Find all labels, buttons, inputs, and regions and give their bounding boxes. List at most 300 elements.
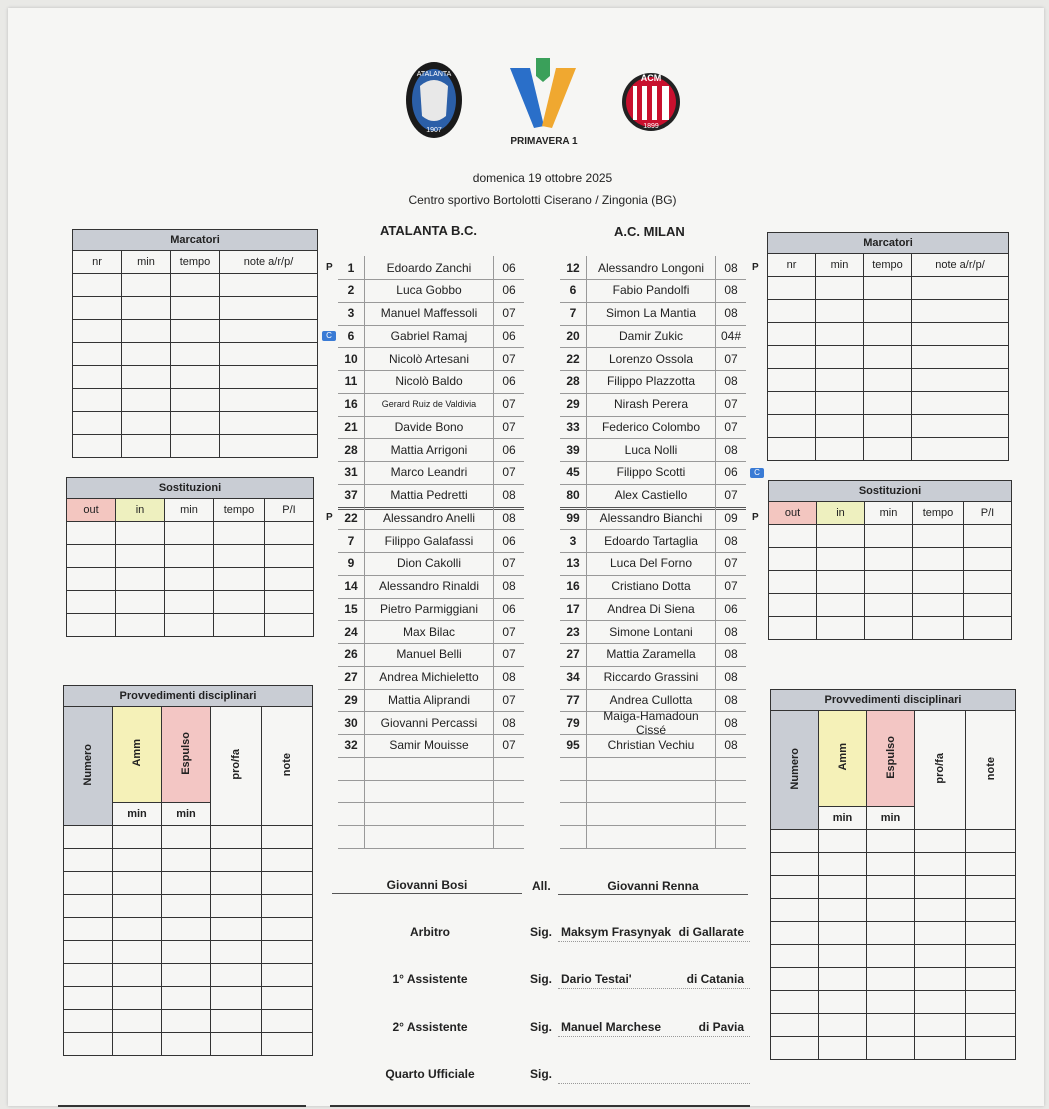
col-out: out [67,499,116,522]
player-number: 29 [566,397,580,411]
player-name: Luca Nolli [586,443,716,457]
row-divider [560,802,746,803]
player-birth-year: 07 [502,647,516,662]
home-coach-line [332,893,522,894]
player-birth-year: 08 [724,374,738,389]
player-name: Federico Colombo [586,420,716,434]
player-row [338,347,524,370]
player-number: 79 [566,715,580,730]
table-row [768,323,1009,346]
table-row [769,617,1012,640]
player-name: Alessandro Rinaldi [364,579,494,593]
player-number: 16 [344,397,358,411]
player-birth-year: 07 [502,556,516,571]
player-number: 20 [566,328,580,343]
col-nr: nr [73,251,122,274]
player-row [560,302,746,325]
official-sig-label: Sig. [530,972,553,986]
player-number: 39 [566,442,580,457]
player-number: 80 [566,488,580,502]
player-number: 37 [344,488,358,502]
player-row [338,688,524,711]
table-row [771,991,1016,1014]
table-row [769,525,1012,548]
col-amm: Amm [836,743,849,771]
player-birth-year: 07 [724,397,738,411]
player-name: Samir Mouisse [364,738,494,752]
table-row [73,297,318,320]
table-row [64,895,313,918]
player-birth-year: 07 [502,465,516,480]
player-number: 77 [566,692,580,707]
match-date: domenica 19 ottobre 2025 [472,171,613,185]
table-row [64,1033,313,1056]
player-name: Lorenzo Ossola [586,352,716,366]
row-divider [560,757,746,758]
player-birth-year: 07 [502,351,516,366]
player-birth-year: 07 [502,624,516,639]
row-divider [338,780,524,781]
player-row [338,415,524,438]
col-pi: P/I [964,502,1012,525]
player-number: 27 [566,647,580,662]
table-row [771,830,1016,853]
player-name: Mattia Zaramella [586,647,716,661]
player-birth-year: 07 [502,419,516,434]
player-name: Maiga-Hamadoun Cissé [586,709,716,737]
player-name: Andrea Di Siena [586,602,716,616]
col-note: note [984,756,997,781]
player-number: 29 [344,692,358,707]
table-row [768,392,1009,415]
player-number: 2 [347,283,355,298]
away-scorers-table [767,232,1009,461]
player-number: 3 [569,533,577,548]
player-birth-year: 08 [502,488,516,502]
player-name: Riccardo Grassini [586,670,716,684]
footer-line-right [330,1105,750,1107]
goalkeeper-mark: P [752,262,759,273]
milan-logo-text: ACM [640,73,662,83]
player-birth-year: 06 [502,260,516,275]
player-name: Filippo Plazzotta [586,374,716,388]
player-name: Dion Cakolli [364,556,494,570]
player-birth-year: 08 [724,738,738,753]
official-signature-line [558,1036,750,1037]
official-city: di Gallarate [678,925,744,939]
row-divider [338,757,524,758]
player-number: 33 [566,419,580,434]
player-birth-year: 06 [724,465,738,480]
player-birth-year: 08 [502,715,516,730]
away-coach: Giovanni Renna [607,879,699,893]
player-name: Giovanni Percassi [364,716,494,730]
table-row [769,594,1012,617]
player-birth-year: 08 [502,510,516,525]
player-number: 34 [566,670,580,684]
table-row [771,1014,1016,1037]
player-number: 95 [566,738,580,753]
player-row [338,597,524,620]
away-coach-line [558,894,748,895]
player-row [338,552,524,575]
player-row [560,484,746,507]
player-birth-year: 08 [724,306,738,320]
player-birth-year: 08 [724,624,738,639]
player-number: 30 [344,715,358,730]
player-row [338,393,524,416]
row-divider [560,825,746,826]
col-min: min [816,254,864,277]
atalanta-logo-text: ATALANTA [416,71,452,78]
player-row [560,370,746,393]
player-row [560,708,746,737]
player-row [560,256,746,279]
player-row [560,734,746,757]
player-birth-year: 08 [724,260,738,275]
col-nr: nr [768,254,816,277]
col-espulso: Espulso [884,735,897,779]
player-name: Alex Castiello [586,488,716,502]
player-birth-year: 07 [502,738,516,753]
player-number: 17 [566,601,580,616]
player-row [338,302,524,325]
player-number: 9 [347,556,355,571]
row-divider [560,848,746,849]
col-tempo: tempo [214,499,265,522]
player-row [338,324,524,347]
col-amm: Amm [131,739,143,767]
captain-badge: C [750,468,764,478]
home-scorers-table [72,229,318,458]
player-number: 6 [569,283,577,298]
player-name: Davide Bono [364,420,494,434]
player-name: Cristiano Dotta [586,579,716,593]
table-row [73,435,318,458]
player-row [338,256,524,279]
player-birth-year: 06 [502,328,516,343]
player-row [560,461,746,484]
table-row [73,366,318,389]
discipline-title: Provvedimenti disciplinari [64,686,313,707]
col-profa: pro/fa [934,753,946,784]
official-signature-line [558,941,750,942]
goalkeeper-mark: P [326,512,333,524]
player-birth-year: 07 [724,579,738,593]
player-birth-year: 07 [724,556,738,571]
player-row [338,620,524,643]
player-name: Filippo Scotti [586,465,716,479]
discipline-title: Provvedimenti disciplinari [771,690,1016,711]
column-divider [364,256,365,848]
player-row [338,370,524,393]
table-row [73,412,318,435]
row-divider [560,780,746,781]
player-birth-year: 07 [724,488,738,502]
player-row [560,643,746,666]
table-row [73,343,318,366]
player-number: 12 [566,260,580,275]
table-row [64,826,313,849]
table-row [771,853,1016,876]
official-role: Arbitro [410,925,450,939]
player-row [560,347,746,370]
player-name: Filippo Galafassi [364,534,494,548]
player-number: 13 [566,556,580,571]
player-name: Simon La Mantia [586,306,716,320]
home-subs-table [66,477,314,637]
official-signature-line [558,1083,750,1084]
player-name: Nicolò Artesani [364,352,494,366]
player-birth-year: 06 [502,283,516,298]
player-row [338,484,524,507]
away-team-name: A.C. MILAN [614,224,685,239]
player-birth-year: 06 [502,442,516,457]
official-sig-label: Sig. [530,1020,553,1034]
table-row [768,277,1009,300]
away-subs-table [768,480,1012,640]
player-number: 22 [344,510,358,525]
player-row [560,575,746,598]
home-discipline-table [63,685,313,1056]
match-venue: Centro sportivo Bortolotti Ciserano / Zingonia (BG) [408,193,677,207]
player-name: Gabriel Ramaj [364,329,494,343]
player-birth-year: 09 [724,510,738,525]
player-row [338,711,524,734]
table-row [771,945,1016,968]
player-name: Simone Lontani [586,625,716,639]
player-name: Alessandro Longoni [586,261,716,275]
official-sig-label: Sig. [530,1067,553,1081]
player-name: Christian Vechiu [586,738,716,752]
official-city: di Pavia [698,1020,744,1034]
col-pi: P/I [265,499,314,522]
player-number: 1 [347,260,355,275]
table-row [64,1010,313,1033]
player-birth-year: 06 [502,374,516,389]
milan-logo [620,56,682,152]
player-number: 28 [566,374,580,389]
player-name: Edoardo Zanchi [364,261,494,275]
goalkeeper-mark: P [326,262,333,273]
player-number: 6 [347,328,355,343]
table-row [771,922,1016,945]
column-divider [715,256,716,848]
player-name: Max Bilac [364,625,494,639]
player-name: Marco Leandri [364,465,494,479]
player-number: 31 [344,465,358,480]
table-row [768,438,1009,461]
player-number: 16 [566,579,580,593]
table-row [771,899,1016,922]
player-name: Alessandro Anelli [364,511,494,525]
player-birth-year: 08 [724,670,738,684]
player-row [560,324,746,347]
table-row [67,614,314,637]
col-min: min [819,807,867,830]
column-divider [586,256,587,848]
official-role: 2° Assistente [392,1020,468,1034]
player-number: 7 [347,533,355,548]
table-row [67,591,314,614]
player-birth-year: 08 [724,533,738,548]
away-discipline-table [770,689,1016,1060]
player-number: 27 [344,670,358,684]
table-row [769,548,1012,571]
player-row [560,415,746,438]
player-name: Nicolò Baldo [364,374,494,388]
table-row [64,849,313,872]
player-birth-year: 06 [502,533,516,548]
player-row [338,279,524,302]
player-name: Pietro Parmiggiani [364,602,494,616]
atalanta-logo [404,56,464,144]
scorers-title: Marcatori [768,233,1009,254]
player-name: Manuel Belli [364,647,494,661]
player-row [338,529,524,552]
player-number: 7 [569,306,577,320]
player-name: Gerard Ruiz de Valdivia [364,399,494,409]
col-in: in [817,502,865,525]
player-name: Manuel Maffessoli [364,306,494,320]
player-birth-year: 08 [724,442,738,457]
col-min: min [165,499,214,522]
player-birth-year: 08 [724,283,738,298]
player-birth-year: 08 [724,692,738,707]
player-birth-year: 07 [502,397,516,411]
home-team-name: ATALANTA B.C. [380,223,477,238]
col-note: note [281,752,293,777]
col-note: note a/r/p/ [220,251,318,274]
player-number: 26 [344,647,358,662]
player-name: Luca Gobbo [364,283,494,297]
coach-label: All. [532,879,551,893]
player-row [560,552,746,575]
table-row [771,968,1016,991]
player-number: 11 [344,374,358,389]
milan-logo-year: 1899 [643,123,659,130]
col-tempo: tempo [864,254,912,277]
player-name: Andrea Cullotta [586,693,716,707]
table-row [771,876,1016,899]
player-birth-year: 06 [502,601,516,616]
player-number: 14 [344,579,358,593]
player-row [560,393,746,416]
player-name: Edoardo Tartaglia [586,534,716,548]
goalkeeper-mark: P [752,512,759,524]
official-name: Maksym Frasynyak [561,925,672,939]
player-birth-year: 04# [720,328,742,343]
col-note: note a/r/p/ [912,254,1009,277]
atalanta-logo-year: 1907 [426,127,442,134]
table-row [768,415,1009,438]
player-birth-year: 08 [502,670,516,684]
subs-title: Sostituzioni [67,478,314,499]
player-row [338,438,524,461]
table-row [64,918,313,941]
col-tempo: tempo [913,502,964,525]
table-row [67,545,314,568]
player-name: Mattia Pedretti [364,488,494,502]
column-divider [493,256,494,848]
footer-line-left [58,1105,306,1107]
col-out: out [769,502,817,525]
table-row [73,320,318,343]
player-number: 45 [566,465,580,480]
col-min: min [865,502,913,525]
table-row [64,987,313,1010]
player-row [560,506,746,529]
player-birth-year: 08 [724,647,738,662]
official-sig-label: Sig. [530,925,553,939]
official-name: Manuel Marchese [561,1020,662,1034]
col-espulso: Espulso [180,731,192,775]
table-row [67,568,314,591]
player-birth-year: 08 [502,579,516,593]
player-number: 28 [344,442,358,457]
official-role: 1° Assistente [392,972,468,986]
table-row [64,941,313,964]
table-row [64,872,313,895]
player-row [560,279,746,302]
col-min: min [162,803,211,826]
player-row [338,643,524,666]
player-number: 23 [566,624,580,639]
official-signature-line [558,988,750,989]
table-row [768,346,1009,369]
player-birth-year: 07 [724,419,738,434]
player-row [338,575,524,598]
table-row [67,522,314,545]
player-name: Andrea Michieletto [364,670,494,684]
table-row [73,389,318,412]
table-row [768,369,1009,392]
player-number: 10 [344,351,358,366]
player-row [338,734,524,757]
player-row [560,666,746,689]
table-row [73,274,318,297]
player-number: 3 [347,306,355,320]
col-tempo: tempo [171,251,220,274]
player-row [338,461,524,484]
col-in: in [116,499,165,522]
player-number: 21 [344,419,358,434]
scorers-title: Marcatori [73,230,318,251]
player-name: Luca Del Forno [586,556,716,570]
player-row [338,666,524,689]
player-number: 32 [344,738,358,753]
col-min: min [113,803,162,826]
player-row [560,529,746,552]
home-coach: Giovanni Bosi [386,878,468,892]
col-min: min [122,251,171,274]
player-number: 24 [344,624,358,639]
player-name: Fabio Pandolfi [586,283,716,297]
table-row [768,300,1009,323]
subs-title: Sostituzioni [769,481,1012,502]
captain-badge: C [322,331,336,341]
col-numero: Numero [788,747,801,790]
player-birth-year: 06 [724,601,738,616]
row-divider [338,848,524,849]
player-birth-year: 07 [724,351,738,366]
player-number: 22 [566,351,580,366]
table-row [64,964,313,987]
player-row [560,438,746,461]
official-city: di Catania [686,972,744,986]
player-birth-year: 07 [502,306,516,320]
player-name: Nirash Perera [586,397,716,411]
